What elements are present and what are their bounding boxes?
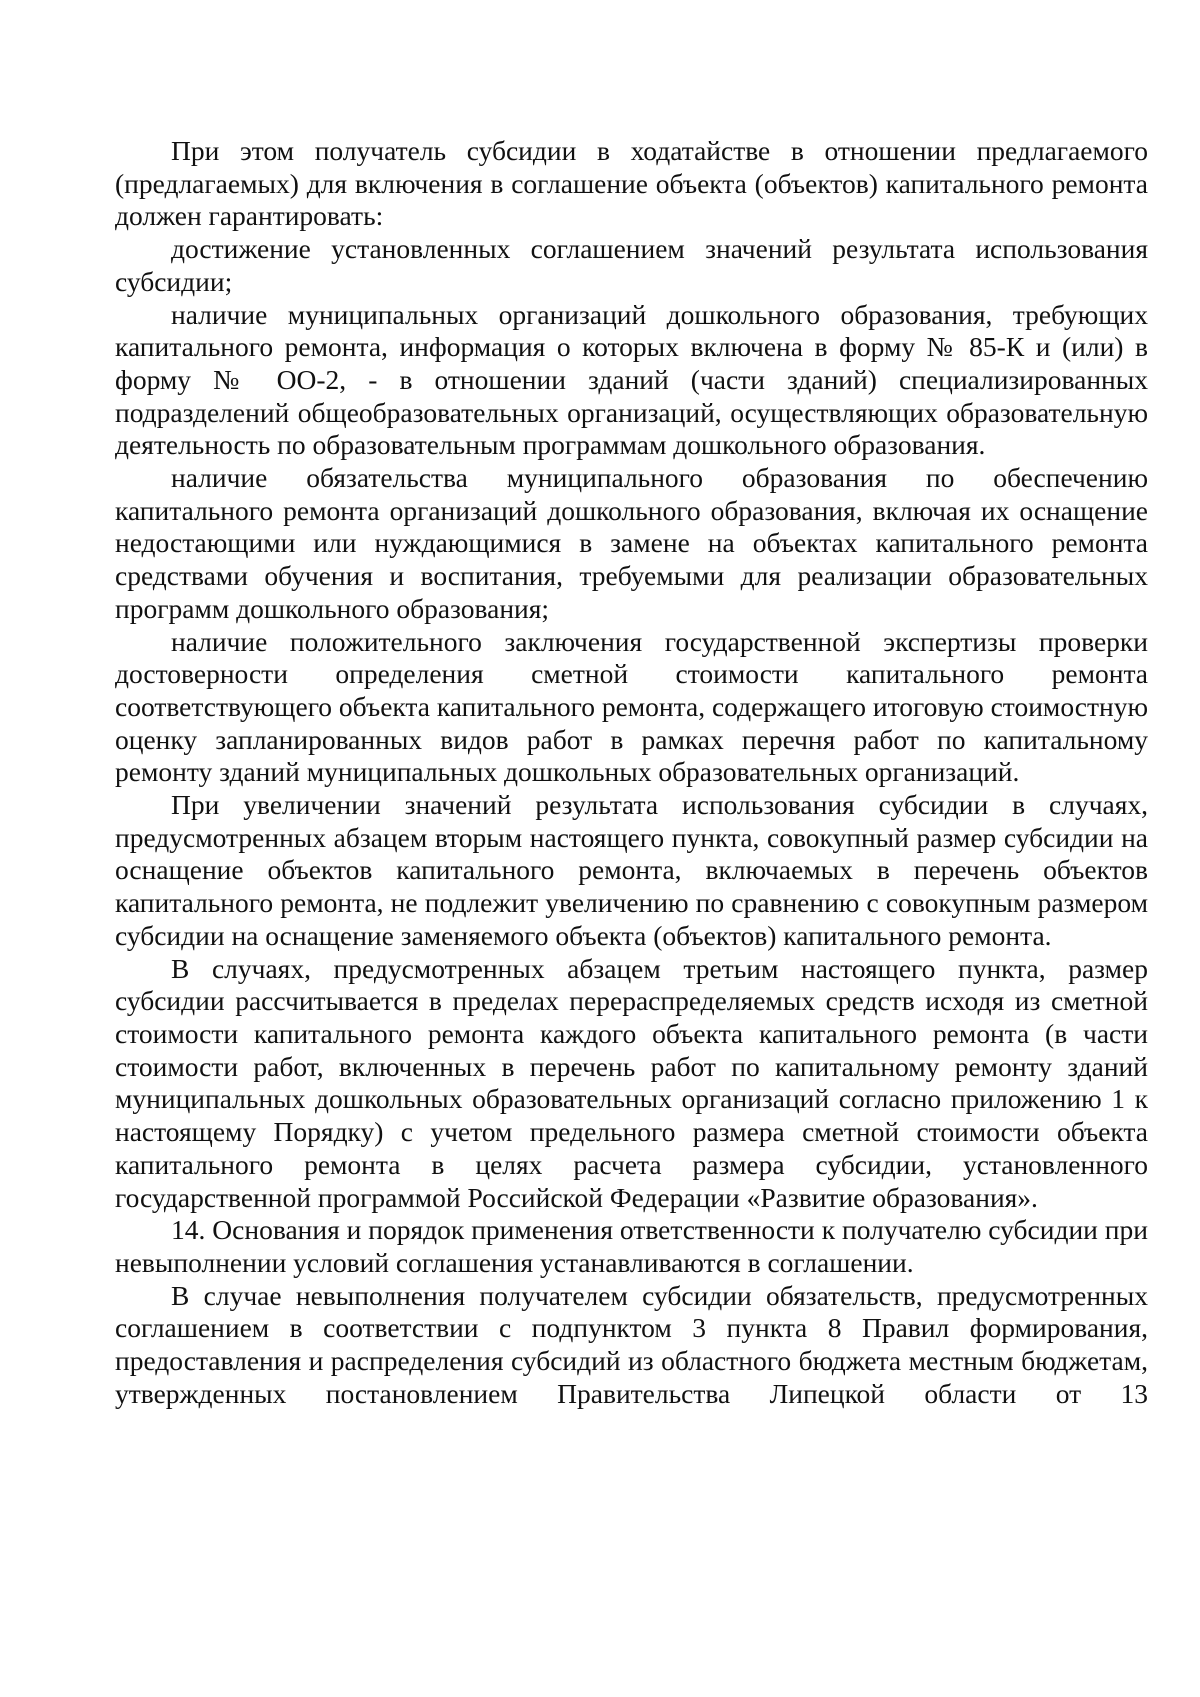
paragraph-municipal-obligation: наличие обязательства муниципального образования по обеспечению капитального ремонта организаций дошкольного образования, включая их оснащение недостающими или нуждающимися в замене на объектах капитального ремонта средствами обучения и воспитания, требуемыми для реализации образовательных программ дошкольного образования; [115, 462, 1148, 624]
paragraph-guarantee-intro: При этом получатель субсидии в ходатайстве в отношении предлагаемого (предлагаемых) для включения в соглашение объекта (объектов) капитального ремонта должен гарантировать: [115, 135, 1148, 232]
paragraph-section-14: 14. Основания и порядок применения ответственности к получателю субсидии при невыполнении условий соглашения устанавливаются в соглашении. [115, 1214, 1148, 1278]
paragraph-non-fulfillment: В случае невыполнения получателем субсидии обязательств, предусмотренных соглашением в соответствии с подпунктом 3 пункта 8 Правил формирования, предоставления и распределения субсидий из областного бюджета местным бюджетам, утвержденных постановлением Правительства Липецкой области от 13 [115, 1279, 1148, 1409]
document-page [115, 135, 1148, 1410]
paragraph-state-expertise: наличие положительного заключения государственной экспертизы проверки достоверности определения сметной стоимости капитального ремонта соответствующего объекта капитального ремонта, содержащего итоговую стоимостную оценку запланированных видов работ в рамках перечня работ по капитальному ремонту зданий муниципальных дошкольных образовательных организаций. [115, 625, 1148, 788]
paragraph-subsidy-calculation: В случаях, предусмотренных абзацем третьим настоящего пункта, размер субсидии рассчитывается в пределах перераспределяемых средств исходя из сметной стоимости капитального ремонта каждого объекта капитального ремонта (в части стоимости работ, включенных в перечень работ по капитальному ремонту зданий муниципальных дошкольных образовательных организаций согласно приложению 1 к настоящему Порядку) с учетом предельного размера сметной стоимости объекта капитального ремонта в целях расчета размера субсидии, установленного государственной программой Российской Федерации «Развитие образования». [115, 952, 1148, 1213]
paragraph-result-achievement: достижение установленных соглашением значений результата использования субсидии; [115, 233, 1148, 297]
paragraph-preschool-organizations: наличие муниципальных организаций дошкольного образования, требующих капитального ремонта, информация о которых включена в форму № 85-К и (или) в форму № ОО-2, - в отношении зданий (части зданий) специализированных подразделений общеобразовательных организаций, осуществляющих образовательную деятельность по образовательным программам дошкольного образования. [115, 298, 1148, 461]
paragraph-result-increase: При увеличении значений результата использования субсидии в случаях, предусмотренных абзацем вторым настоящего пункта, совокупный размер субсидии на оснащение объектов капитального ремонта, включаемых в перечень объектов капитального ремонта, не подлежит увеличению по сравнению с совокупным размером субсидии на оснащение заменяемого объекта (объектов) капитального ремонта. [115, 789, 1148, 951]
